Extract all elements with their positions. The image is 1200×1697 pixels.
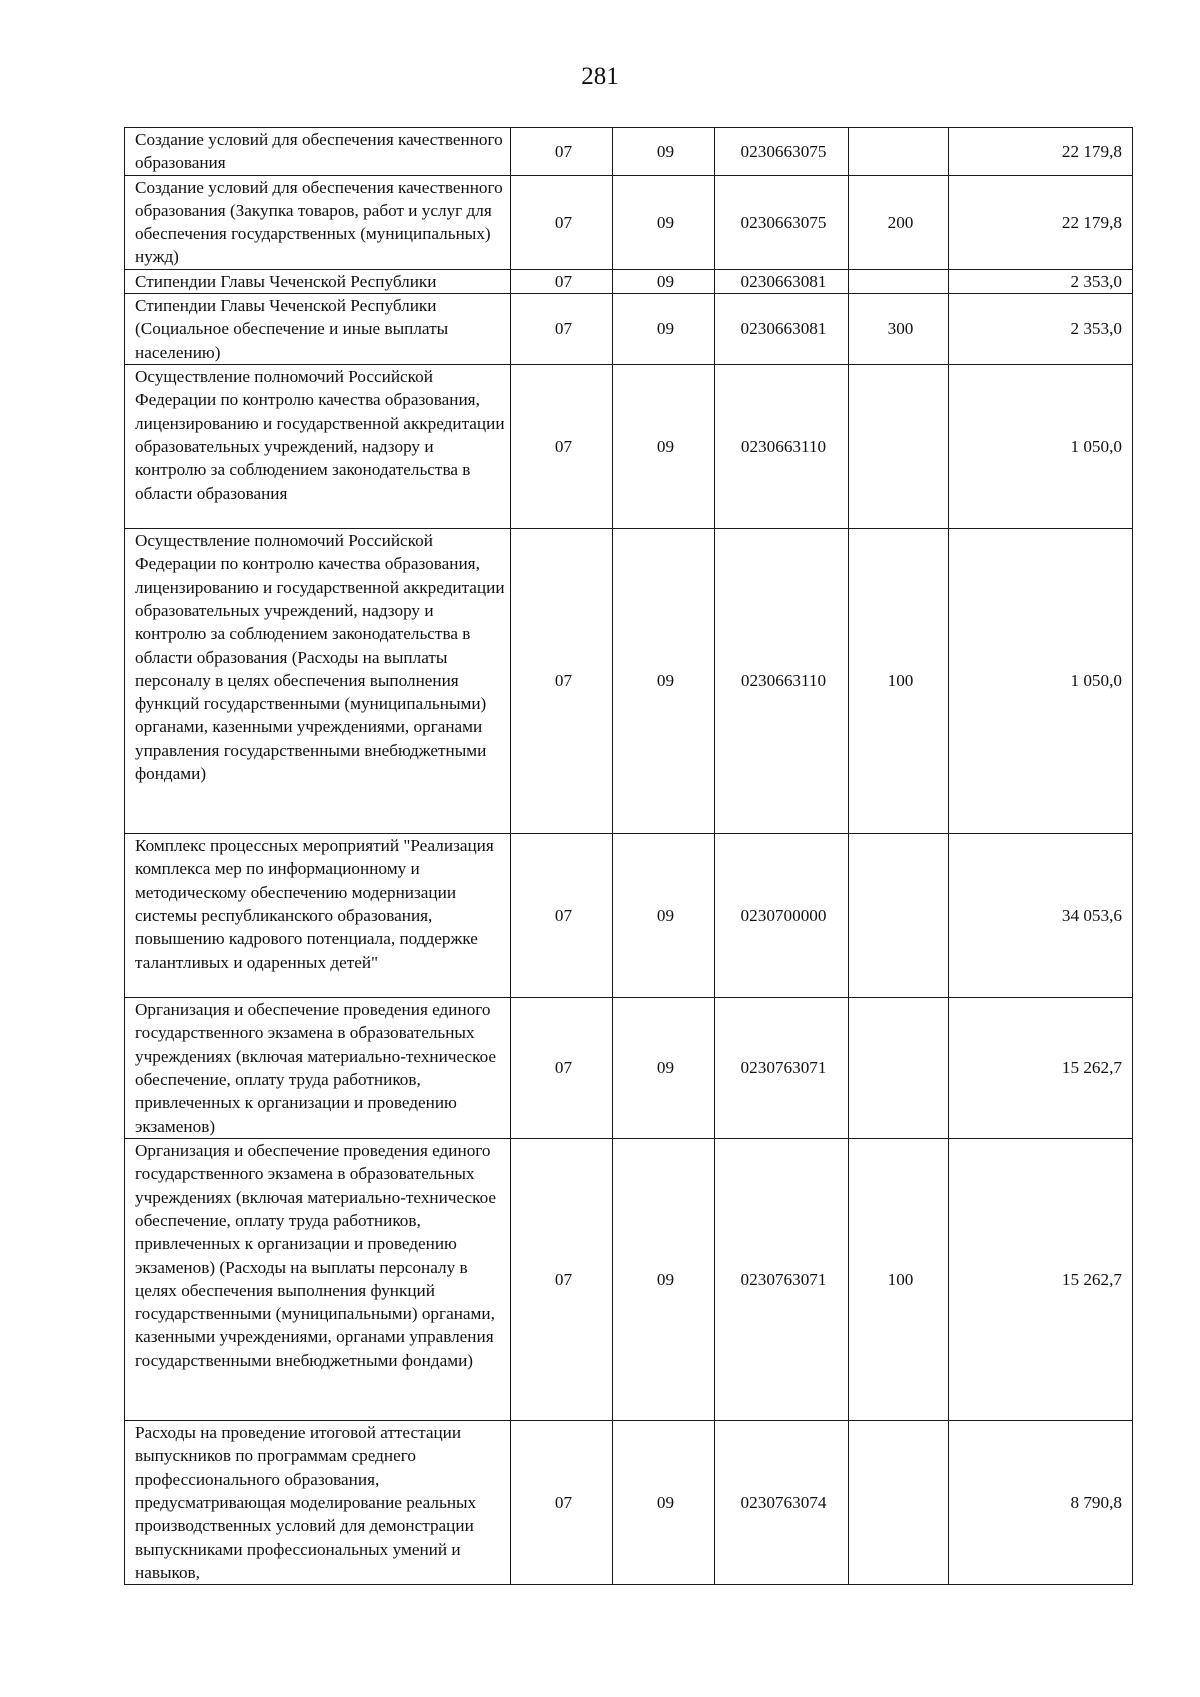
cell-subsection-code: 09 (613, 175, 715, 269)
cell-target-article-code: 0230700000 (715, 834, 849, 998)
cell-subsection-code: 09 (613, 834, 715, 998)
cell-section-code: 07 (511, 834, 613, 998)
cell-target-article-code: 0230663075 (715, 128, 849, 176)
cell-section-code: 07 (511, 294, 613, 365)
cell-subsection-code: 09 (613, 998, 715, 1139)
cell-target-article-code: 0230663081 (715, 294, 849, 365)
cell-amount: 2 353,0 (949, 269, 1133, 293)
cell-subsection-code: 09 (613, 1139, 715, 1421)
cell-section-code: 07 (511, 128, 613, 176)
cell-expense-type-code: 100 (849, 1139, 949, 1421)
table-row (125, 365, 1133, 529)
cell-expense-name: Создание условий для обеспечения качественного образования (Закупка товаров, работ и услуг для обеспечения государственных (муниципальных) нужд) (125, 175, 511, 269)
budget-table-body (125, 128, 1133, 1585)
cell-section-code: 07 (511, 998, 613, 1139)
cell-expense-name: Создание условий для обеспечения качественного образования (125, 128, 511, 176)
cell-amount: 15 262,7 (949, 998, 1133, 1139)
cell-expense-type-code (849, 269, 949, 293)
cell-target-article-code: 0230663110 (715, 529, 849, 834)
table-row (125, 294, 1133, 365)
cell-expense-name: Организация и обеспечение проведения единого государственного экзамена в образовательных учреждениях (включая материально-техническое обеспечение, оплату труда работников, привлеченных к организации и проведению экзаменов) (125, 998, 511, 1139)
cell-target-article-code: 0230663081 (715, 269, 849, 293)
cell-expense-name: Стипендии Главы Чеченской Республики (125, 269, 511, 293)
cell-expense-name: Организация и обеспечение проведения единого государственного экзамена в образовательных учреждениях (включая материально-техническое обеспечение, оплату труда работников, привлеченных к организации и проведению экзаменов) (Расходы на выплаты персоналу в целях обеспечения выполнения функций государственными (муниципальными) органами, казенными учреждениями, органами управления государственными внебюджетными фондами) (125, 1139, 511, 1421)
cell-amount: 15 262,7 (949, 1139, 1133, 1421)
cell-section-code: 07 (511, 365, 613, 529)
cell-expense-name: Осуществление полномочий Российской Федерации по контролю качества образования, лицензированию и государственной аккредитации образовательных учреждений, надзору и контролю за соблюдением законодательства в области образования (Расходы на выплаты персоналу в целях обеспечения выполнения функций государственными (муниципальными) органами, казенными учреждениями, органами управления государственными внебюджетными фондами) (125, 529, 511, 834)
cell-subsection-code: 09 (613, 128, 715, 176)
cell-amount: 34 053,6 (949, 834, 1133, 998)
table-row (125, 998, 1133, 1139)
table-row (125, 175, 1133, 269)
cell-expense-type-code: 200 (849, 175, 949, 269)
cell-amount: 22 179,8 (949, 175, 1133, 269)
page-number: 281 (581, 63, 619, 90)
table-row (125, 1421, 1133, 1585)
cell-target-article-code: 0230663110 (715, 365, 849, 529)
cell-expense-name: Комплекс процессных мероприятий "Реализация комплекса мер по информационному и методическому обеспечению модернизации системы республиканского образования, повышению кадрового потенциала, поддержке талантливых и одаренных детей" (125, 834, 511, 998)
table-row (125, 269, 1133, 293)
cell-expense-type-code (849, 834, 949, 998)
table-row (125, 128, 1133, 176)
cell-target-article-code: 0230663075 (715, 175, 849, 269)
cell-expense-type-code (849, 365, 949, 529)
cell-amount: 22 179,8 (949, 128, 1133, 176)
cell-section-code: 07 (511, 1139, 613, 1421)
cell-target-article-code: 0230763071 (715, 998, 849, 1139)
cell-expense-type-code: 300 (849, 294, 949, 365)
cell-subsection-code: 09 (613, 1421, 715, 1585)
cell-amount: 2 353,0 (949, 294, 1133, 365)
budget-table (124, 127, 1133, 1585)
cell-expense-type-code: 100 (849, 529, 949, 834)
cell-expense-type-code (849, 128, 949, 176)
cell-section-code: 07 (511, 269, 613, 293)
cell-subsection-code: 09 (613, 269, 715, 293)
cell-target-article-code: 0230763071 (715, 1139, 849, 1421)
cell-subsection-code: 09 (613, 294, 715, 365)
table-row (125, 1139, 1133, 1421)
cell-target-article-code: 0230763074 (715, 1421, 849, 1585)
cell-expense-type-code (849, 1421, 949, 1585)
cell-amount: 8 790,8 (949, 1421, 1133, 1585)
cell-expense-name: Расходы на проведение итоговой аттестации выпускников по программам среднего профессионального образования, предусматривающая моделирование реальных производственных условий для демонстрации выпускниками профессиональных умений и навыков, (125, 1421, 511, 1585)
cell-expense-type-code (849, 998, 949, 1139)
cell-amount: 1 050,0 (949, 529, 1133, 834)
cell-amount: 1 050,0 (949, 365, 1133, 529)
cell-section-code: 07 (511, 1421, 613, 1585)
cell-section-code: 07 (511, 175, 613, 269)
cell-expense-name: Осуществление полномочий Российской Федерации по контролю качества образования, лицензированию и государственной аккредитации образовательных учреждений, надзору и контролю за соблюдением законодательства в области образования (125, 365, 511, 529)
cell-expense-name: Стипендии Главы Чеченской Республики (Социальное обеспечение и иные выплаты населению) (125, 294, 511, 365)
cell-section-code: 07 (511, 529, 613, 834)
table-row (125, 529, 1133, 834)
table-row (125, 834, 1133, 998)
cell-subsection-code: 09 (613, 529, 715, 834)
cell-subsection-code: 09 (613, 365, 715, 529)
